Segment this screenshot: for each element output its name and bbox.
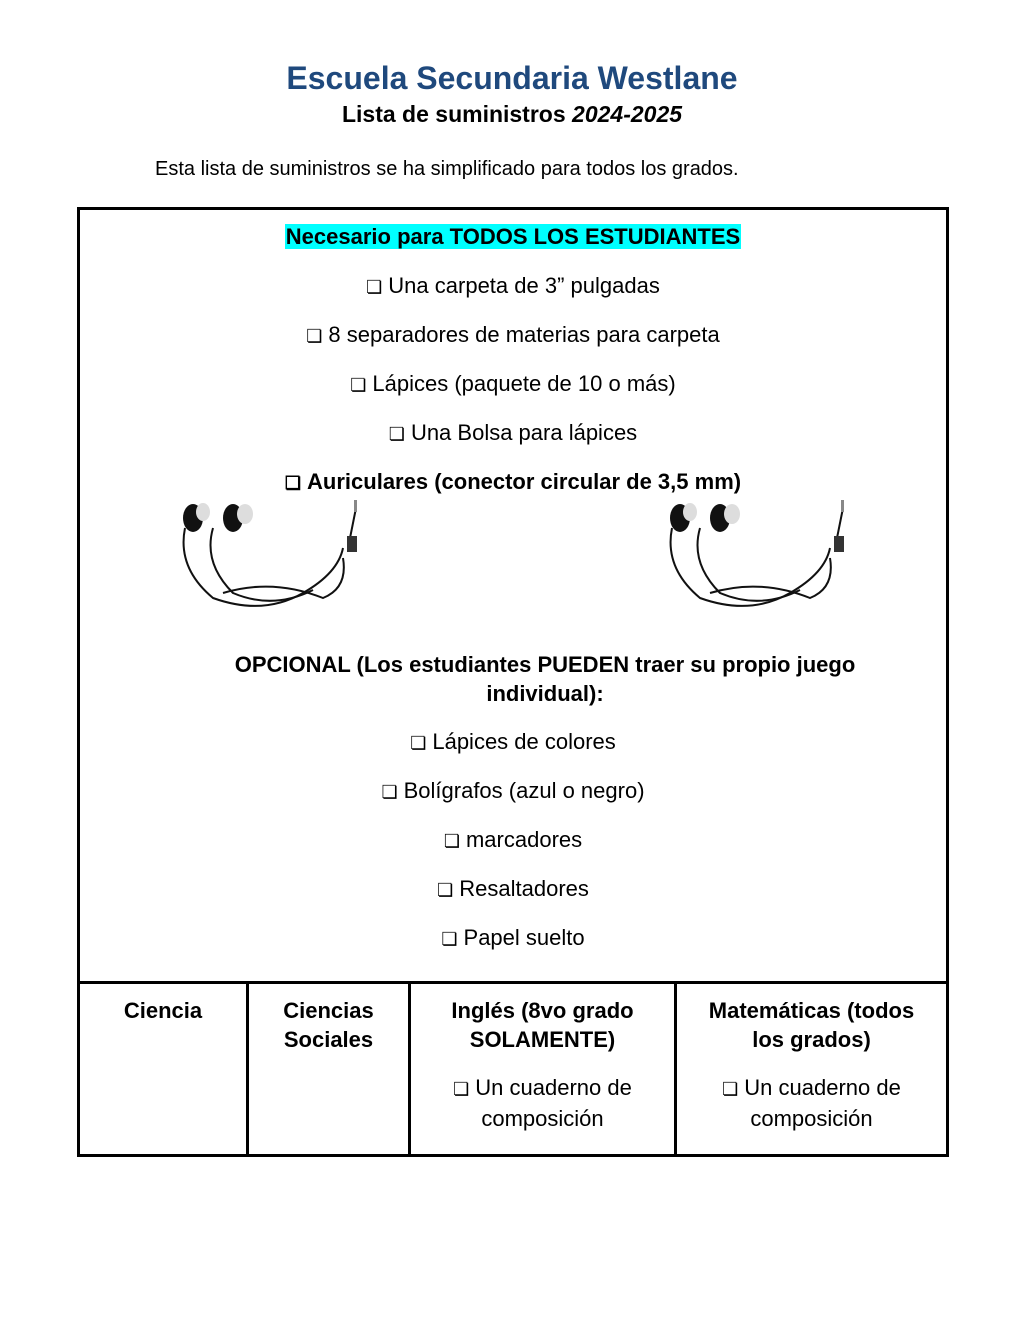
required-title-line bbox=[80, 224, 946, 250]
list-item bbox=[80, 420, 946, 446]
subject-column-math bbox=[674, 984, 946, 1154]
list-item-label: Resaltadores bbox=[459, 876, 589, 901]
list-title bbox=[0, 101, 1024, 128]
list-item bbox=[80, 371, 946, 397]
supply-table bbox=[77, 207, 949, 1157]
list-item-label: Una Bolsa para lápices bbox=[410, 420, 638, 445]
checkbox-icon: ❏ bbox=[381, 782, 398, 802]
checkbox-icon: ❏ bbox=[441, 929, 458, 949]
school-year: 2024-2025 bbox=[572, 101, 683, 127]
checkbox-icon: ❏ bbox=[388, 424, 405, 444]
checkbox-icon: ❏ bbox=[306, 326, 323, 346]
optional-title: OPCIONAL (Los estudiantes PUEDEN traer su propio juego individual): bbox=[234, 652, 856, 706]
list-item-label: marcadores bbox=[465, 827, 583, 852]
checkbox-icon: ❏ bbox=[350, 375, 367, 395]
earbuds-image bbox=[173, 498, 373, 618]
subject-name: Ciencia bbox=[123, 998, 203, 1023]
subject-name: Inglés (8vo grado SOLAMENTE) bbox=[451, 998, 634, 1052]
checkbox-icon: ❏ bbox=[437, 880, 454, 900]
intro-text: Esta lista de suministros se ha simplificado para todos los grados. bbox=[155, 158, 739, 180]
required-section bbox=[80, 210, 946, 984]
list-item-label: Un cuaderno de composición bbox=[475, 1075, 632, 1131]
subject-column-science bbox=[80, 984, 246, 1154]
earbuds-image bbox=[660, 498, 860, 618]
checkbox-icon: ❏ bbox=[410, 733, 427, 753]
list-item bbox=[80, 876, 946, 902]
list-item-label: Papel suelto bbox=[463, 925, 585, 950]
list-item bbox=[677, 1073, 946, 1133]
list-item bbox=[80, 729, 946, 755]
list-title-text: Lista de suministros bbox=[341, 101, 573, 127]
list-item-label: Una carpeta de 3” pulgadas bbox=[388, 273, 660, 298]
subject-name: Ciencias Sociales bbox=[283, 998, 374, 1052]
list-item-label: 8 separadores de materias para carpeta bbox=[328, 322, 720, 347]
subject-column-social-studies bbox=[246, 984, 408, 1154]
checkbox-icon: ❏ bbox=[443, 831, 460, 851]
list-item-label: Lápices de colores bbox=[432, 729, 616, 754]
list-item bbox=[80, 827, 946, 853]
list-item-label: Lápices (paquete de 10 o más) bbox=[372, 371, 676, 396]
checkbox-icon: ❏ bbox=[284, 473, 302, 493]
list-item-label: Bolígrafos (azul o negro) bbox=[403, 778, 645, 803]
list-item-label: Un cuaderno de composición bbox=[744, 1075, 901, 1131]
school-name: Escuela Secundaria Westlane bbox=[286, 60, 738, 96]
required-title: Necesario para TODOS LOS ESTUDIANTES bbox=[285, 224, 741, 249]
subject-column-english bbox=[408, 984, 674, 1154]
list-item bbox=[80, 273, 946, 299]
checkbox-icon: ❏ bbox=[453, 1079, 470, 1099]
list-item-label: Auriculares (conector circular de 3,5 mm) bbox=[307, 469, 742, 494]
checkbox-icon: ❏ bbox=[366, 277, 383, 297]
list-item bbox=[80, 778, 946, 804]
list-item bbox=[80, 925, 946, 951]
checkbox-icon: ❏ bbox=[722, 1079, 739, 1099]
list-item bbox=[411, 1073, 674, 1133]
subject-name: Matemáticas (todos los grados) bbox=[708, 998, 915, 1052]
subjects-row bbox=[80, 984, 946, 1154]
list-item bbox=[80, 469, 946, 495]
list-item bbox=[80, 322, 946, 348]
